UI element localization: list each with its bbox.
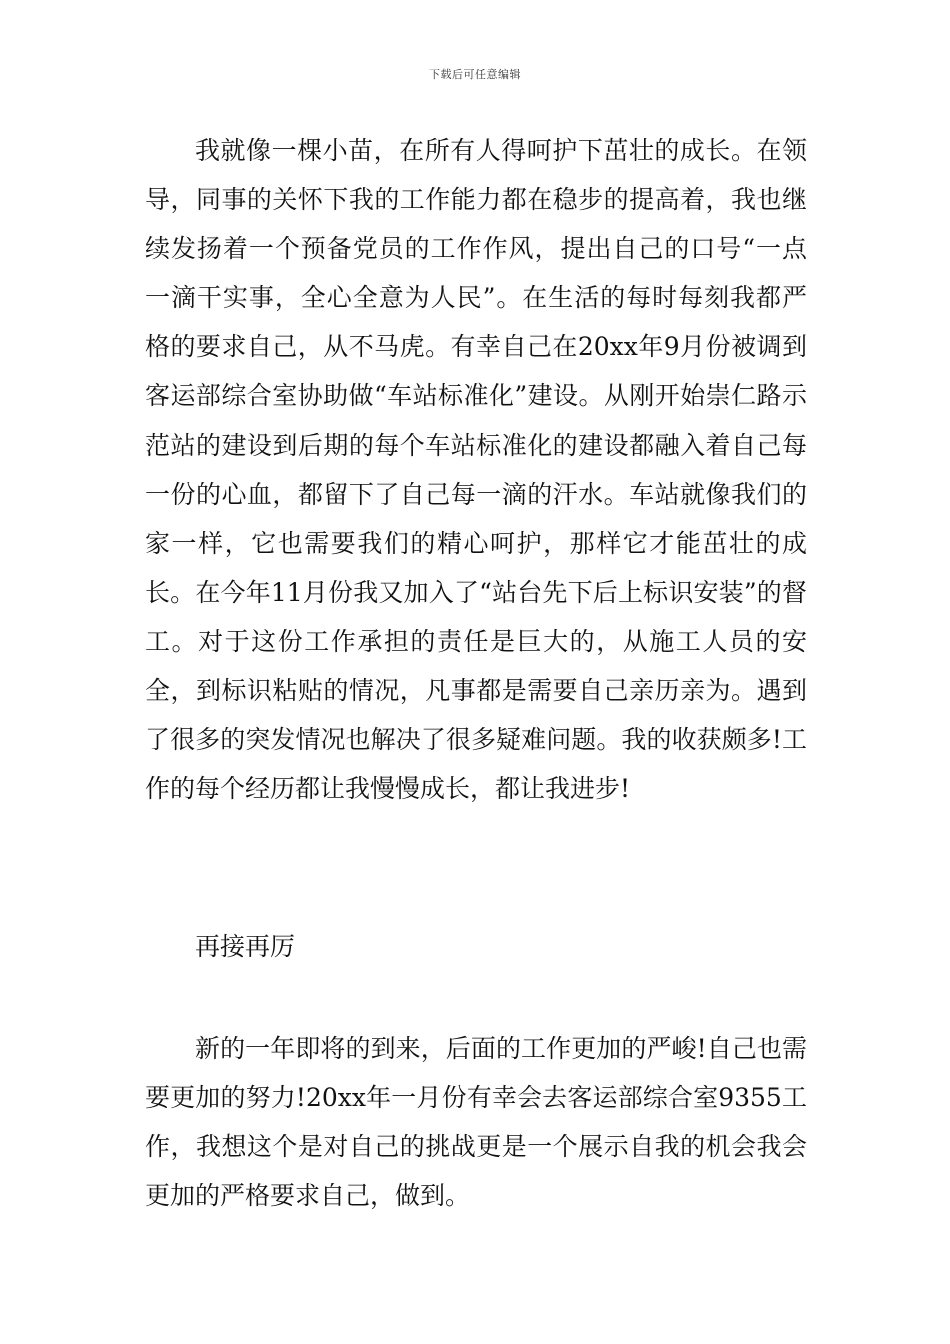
page-header: 下载后可任意编辑 <box>429 68 521 81</box>
body-paragraph-1: 我就像一棵小苗，在所有人得呵护下茁壮的成长。在领导，同事的关怀下我的工作能力都在稳步的提高着，我也继续发扬着一个预备党员的工作作风，提出自己的口号“一点一滴干实事，全心全意为人民”。在生活的每时每刻我都严格的要求自己，从不马虎。有幸自己在20xx年9月份被调到客运部综合室协助做“车站标准化”建设。从刚开始崇仁路示范站的建设到后期的每个车站标准化的建设都融入着自己每一份的心血，都留下了自己每一滴的汗水。车站就像我们的家一样，它也需要我们的精心呵护，那样它才能茁壮的成长。在今年11月份我又加入了“站台先下后上标识安装”的督工。对于这份工作承担的责任是巨大的，从施工人员的安全，到标识粘贴的情况，凡事都是需要自己亲历亲为。遇到了很多的突发情况也解决了很多疑难问题。我的收获颇多!工作的每个经历都让我慢慢成长，都让我进步! <box>145 136 807 804</box>
section-heading: 再接再厉 <box>195 932 296 961</box>
body-paragraph-2: 新的一年即将的到来，后面的工作更加的严峻!自己也需要更加的努力!20xx年一月份有幸会去客运部综合室9355工作，我想这个是对自己的挑战更是一个展示自我的机会我会更加的严格要求自己，做到。 <box>145 1034 807 1211</box>
